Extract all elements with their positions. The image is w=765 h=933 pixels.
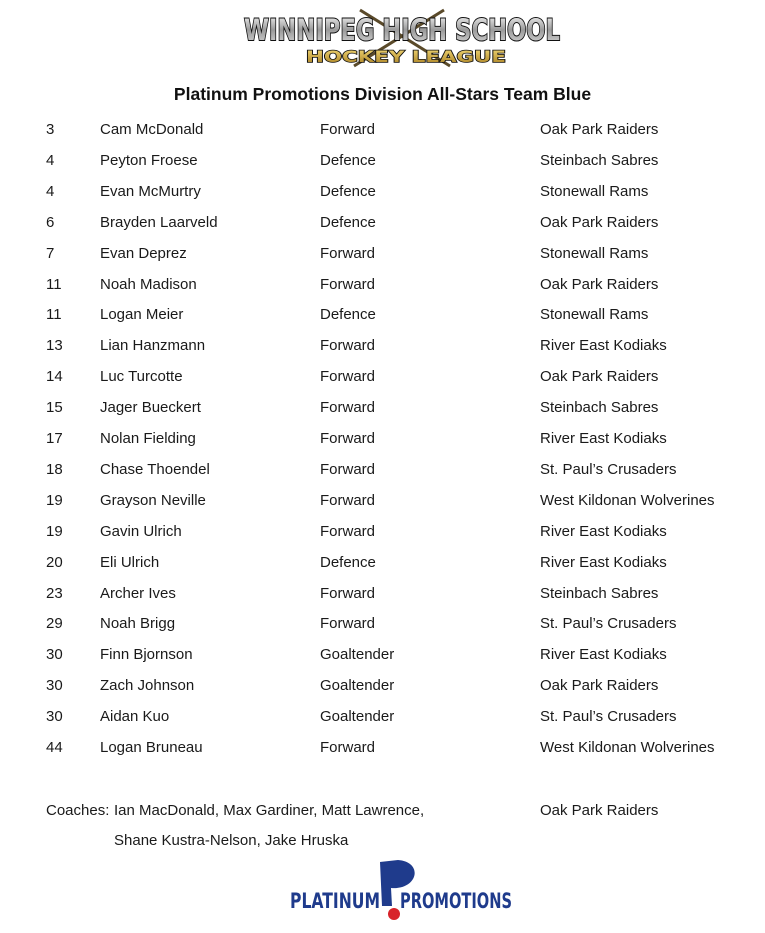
- player-team: River East Kodiaks: [540, 337, 667, 355]
- player-team: Oak Park Raiders: [540, 121, 659, 138]
- player-number: 30: [46, 646, 63, 664]
- sponsor-dot: [388, 908, 400, 920]
- league-logo: [240, 6, 564, 68]
- player-position: Forward: [320, 739, 376, 756]
- player-number: 7: [46, 244, 55, 262]
- player-number: 44: [46, 739, 63, 756]
- coaches-names-line1: Ian MacDonald, Max Gardiner, Matt Lawrence,: [114, 802, 425, 819]
- table-row: [0, 701, 765, 732]
- player-team: West Kildonan Wolverines: [540, 739, 715, 756]
- table-row: [0, 207, 765, 238]
- player-number: 20: [46, 553, 63, 571]
- player-team: River East Kodiaks: [540, 522, 667, 540]
- player-team: Oak Park Raiders: [540, 275, 659, 293]
- player-number: 19: [46, 491, 63, 509]
- player-position: Goaltender: [320, 677, 395, 695]
- player-name: Finn Bjornson: [100, 646, 193, 664]
- player-team: Stonewall Rams: [540, 182, 649, 200]
- table-row: [0, 732, 765, 763]
- player-name: Jager Bueckert: [100, 399, 201, 417]
- player-position: Forward: [320, 337, 376, 355]
- player-number: 11: [46, 275, 62, 293]
- player-name: Zach Johnson: [100, 677, 195, 695]
- table-row: [0, 608, 765, 639]
- table-row: [0, 392, 765, 423]
- player-number: 6: [46, 213, 55, 231]
- table-row: [0, 516, 765, 547]
- player-number: 3: [46, 121, 55, 138]
- player-position: Forward: [320, 491, 376, 509]
- table-row: [0, 176, 765, 207]
- table-row: [0, 639, 765, 670]
- sponsor-logo: [290, 856, 515, 924]
- player-name: Logan Bruneau: [100, 739, 203, 756]
- coaches-team: Oak Park Raiders: [540, 802, 659, 819]
- player-number: 4: [46, 182, 55, 200]
- player-position: Forward: [320, 460, 376, 478]
- player-number: 11: [46, 306, 62, 324]
- player-team: Steinbach Sabres: [540, 151, 659, 169]
- player-team: West Kildonan Wolverines: [540, 491, 715, 509]
- player-name: Brayden Laarveld: [100, 213, 218, 231]
- player-position: Forward: [320, 368, 376, 386]
- player-number: 18: [46, 460, 63, 478]
- table-row: [0, 114, 765, 145]
- coaches-names-line2: Shane Kustra-Nelson, Jake Hruska: [114, 832, 349, 849]
- player-position: Defence: [320, 553, 376, 571]
- player-number: 30: [46, 708, 63, 726]
- player-name: Noah Brigg: [100, 615, 176, 633]
- document-title: Platinum Promotions Division All-Stars Team Blue: [173, 84, 592, 104]
- sponsor-word-promotions: PROMOTIONS: [400, 889, 512, 913]
- logo-subtitle: HOCKEY LEAGUE: [306, 47, 506, 66]
- player-position: Goaltender: [320, 708, 395, 726]
- player-position: Forward: [320, 522, 376, 540]
- player-name: Nolan Fielding: [100, 430, 196, 447]
- player-position: Forward: [320, 121, 376, 138]
- player-number: 19: [46, 522, 63, 540]
- player-name: Peyton Froese: [100, 151, 198, 169]
- player-name: Gavin Ulrich: [100, 522, 182, 540]
- table-row: [0, 454, 765, 485]
- player-team: Oak Park Raiders: [540, 677, 659, 695]
- player-position: Defence: [320, 213, 376, 231]
- player-position: Forward: [320, 615, 376, 633]
- player-position: Forward: [320, 584, 376, 602]
- player-team: St. Paul’s Crusaders: [540, 615, 677, 633]
- player-position: Forward: [320, 430, 376, 447]
- player-position: Defence: [320, 182, 376, 200]
- table-row: [0, 423, 765, 454]
- player-name: Evan McMurtry: [100, 182, 201, 200]
- player-number: 23: [46, 584, 63, 602]
- player-name: Archer Ives: [100, 584, 176, 602]
- player-number: 29: [46, 615, 63, 633]
- table-row: [0, 145, 765, 176]
- player-team: Oak Park Raiders: [540, 213, 659, 231]
- player-team: Steinbach Sabres: [540, 399, 659, 417]
- player-number: 30: [46, 677, 63, 695]
- player-name: Logan Meier: [100, 306, 184, 324]
- logo-title: WINNIPEG HIGH SCHOOL: [244, 13, 560, 47]
- player-team: Steinbach Sabres: [540, 584, 659, 602]
- player-team: St. Paul’s Crusaders: [540, 708, 677, 726]
- player-name: Noah Madison: [100, 275, 197, 293]
- player-position: Defence: [320, 151, 376, 169]
- player-team: River East Kodiaks: [540, 430, 667, 447]
- player-number: 15: [46, 399, 63, 417]
- player-team: Oak Park Raiders: [540, 368, 659, 386]
- player-name: Eli Ulrich: [100, 553, 160, 571]
- table-row: [0, 547, 765, 578]
- player-name: Luc Turcotte: [100, 368, 183, 386]
- coaches-label: Coaches:: [46, 802, 110, 819]
- player-name: Chase Thoendel: [100, 460, 210, 478]
- sponsor-word-platinum: PLATINUM: [290, 889, 380, 913]
- player-name: Aidan Kuo: [100, 708, 170, 726]
- player-name: Lian Hanzmann: [100, 337, 206, 355]
- table-row: [0, 670, 765, 701]
- player-team: St. Paul’s Crusaders: [540, 460, 677, 478]
- player-name: Evan Deprez: [100, 244, 187, 262]
- player-position: Goaltender: [320, 646, 395, 664]
- player-position: Forward: [320, 399, 376, 417]
- player-team: Stonewall Rams: [540, 306, 649, 324]
- table-row: [0, 485, 765, 516]
- player-number: 17: [46, 430, 63, 447]
- player-number: 13: [46, 337, 63, 355]
- player-number: 14: [46, 368, 63, 386]
- player-team: River East Kodiaks: [540, 646, 667, 664]
- player-position: Forward: [320, 244, 376, 262]
- table-row: [0, 330, 765, 361]
- player-position: Forward: [320, 275, 376, 293]
- player-team: River East Kodiaks: [540, 553, 667, 571]
- table-row: [0, 269, 765, 300]
- player-name: Grayson Neville: [100, 491, 206, 509]
- table-row: [0, 578, 765, 609]
- table-row: [0, 299, 765, 330]
- player-number: 4: [46, 151, 55, 169]
- table-row: [0, 361, 765, 392]
- table-row: [0, 238, 765, 269]
- player-team: Stonewall Rams: [540, 244, 649, 262]
- player-name: Cam McDonald: [100, 121, 204, 138]
- player-position: Defence: [320, 306, 376, 324]
